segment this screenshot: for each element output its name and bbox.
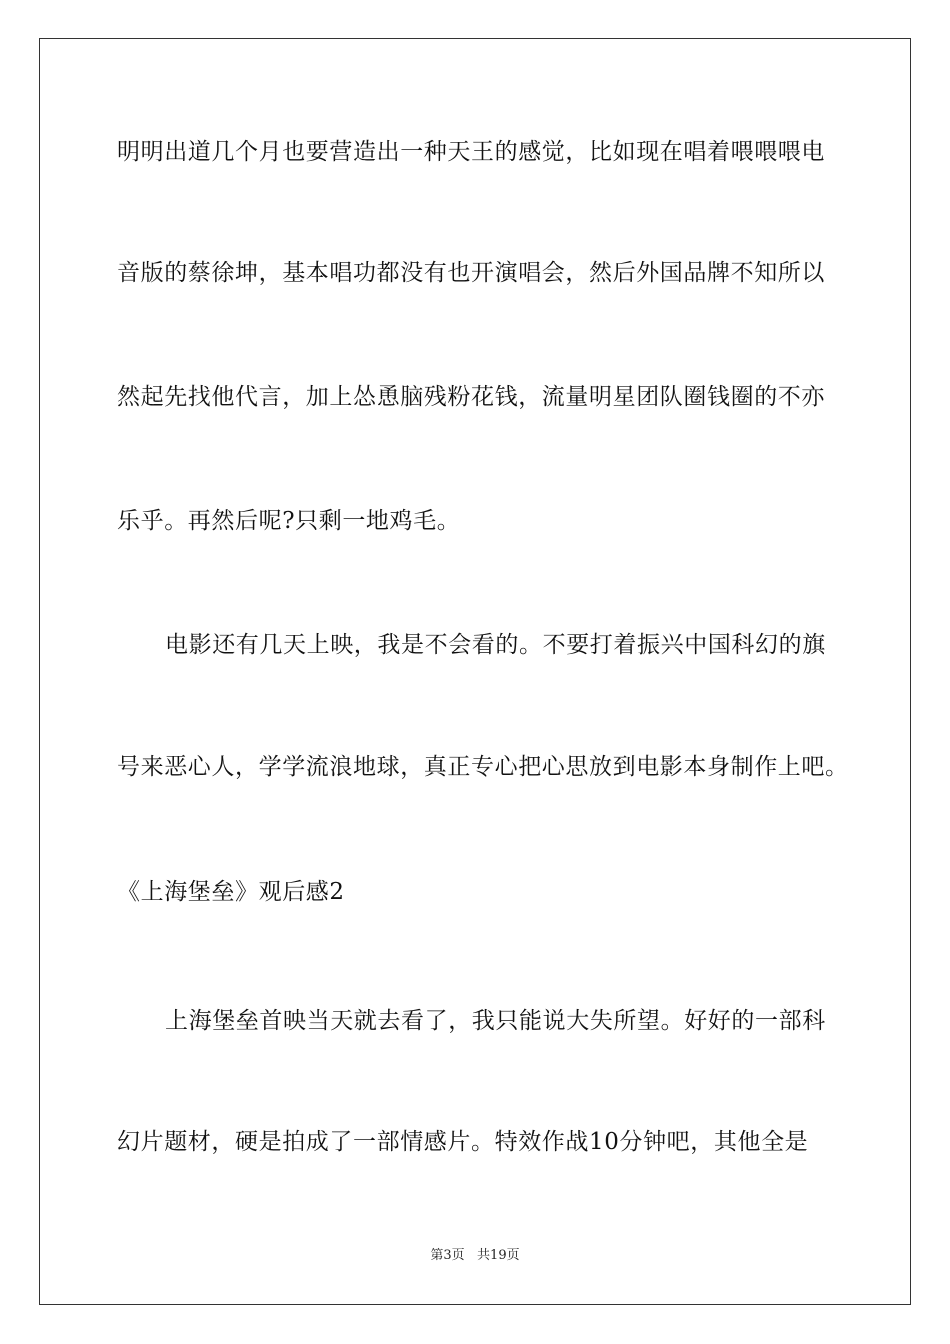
- paragraph-line: 电影还有几天上映，我是不会看的。不要打着振兴中国科幻的旗: [165, 632, 826, 658]
- paragraph-line: 音版的蔡徐坤，基本唱功都没有也开演唱会，然后外国品牌不知所以: [117, 260, 825, 286]
- paragraph-line: 号来恶心人，学学流浪地球，真正专心把心思放到电影本身制作上吧。: [117, 754, 849, 780]
- page-border: [39, 38, 911, 1305]
- paragraph-line: 上海堡垒首映当天就去看了，我只能说大失所望。好好的一部科: [165, 1008, 826, 1034]
- paragraph-line: 乐乎。再然后呢?只剩一地鸡毛。: [117, 508, 461, 534]
- paragraph-line: 明明出道几个月也要营造出一种天王的感觉，比如现在唱着喂喂喂电: [117, 139, 825, 165]
- section-heading: 《上海堡垒》观后感2: [117, 879, 345, 905]
- paragraph-line: 幻片题材，硬是拍成了一部情感片。特效作战10分钟吧，其他全是: [117, 1129, 809, 1155]
- page-number-footer: 第3页 共19页: [430, 1248, 520, 1263]
- paragraph-line: 然起先找他代言，加上怂恿脑残粉花钱，流量明星团队圈钱圈的不亦: [117, 384, 825, 410]
